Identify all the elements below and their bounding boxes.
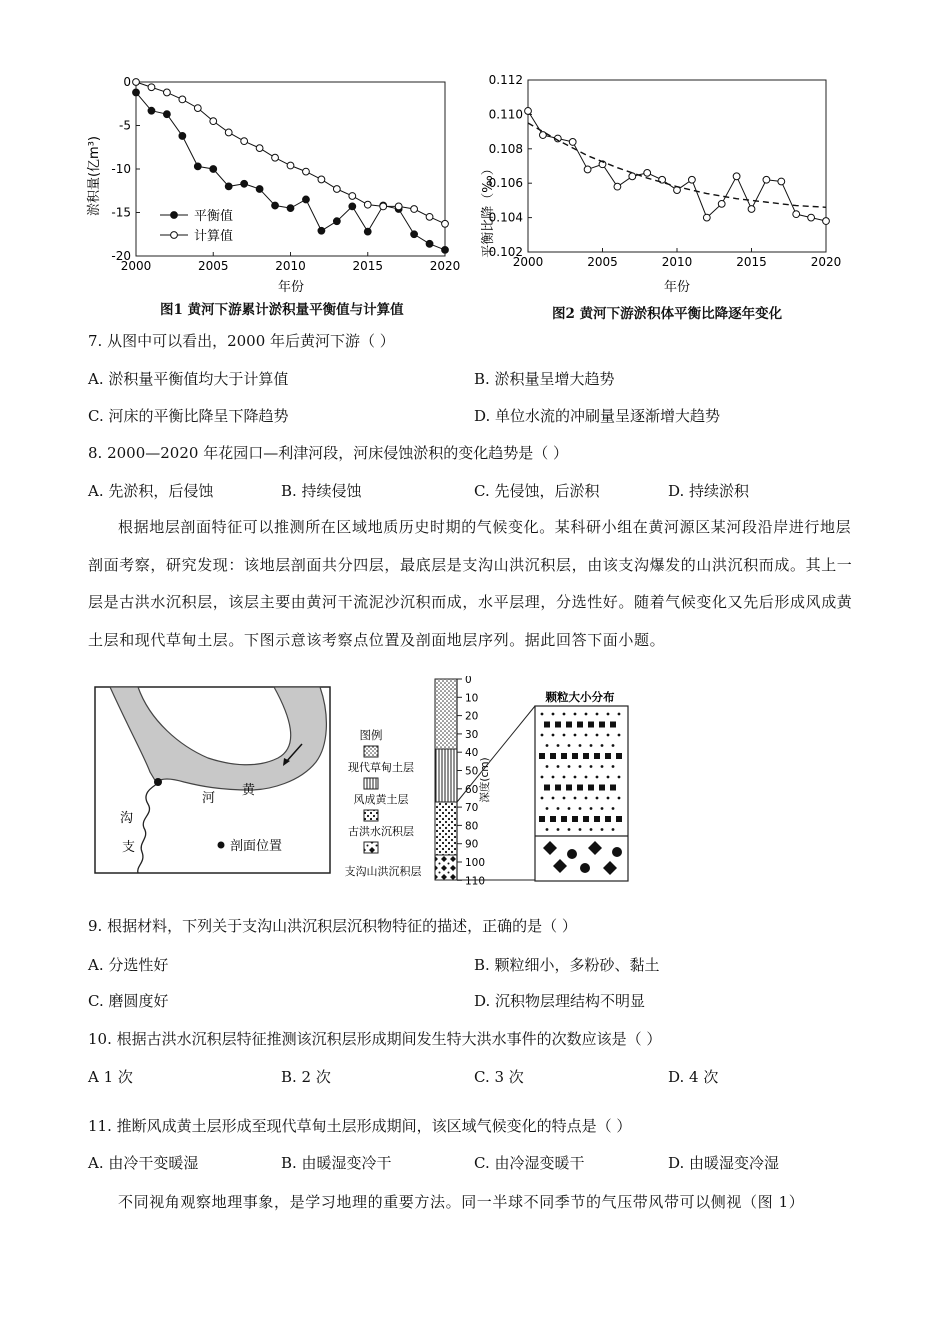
particle-dot xyxy=(541,797,544,800)
chart1-series-0-point xyxy=(287,205,294,212)
chart-equilibrium-gradient xyxy=(478,70,850,295)
particle-dot xyxy=(579,765,582,768)
particle-square xyxy=(610,785,616,791)
chart2-series-0-point xyxy=(793,211,800,218)
question-11-option-d[interactable]: D. 由暖湿变冷湿 xyxy=(668,1154,780,1172)
particle-square xyxy=(610,722,616,728)
chart1-series-0-point xyxy=(318,227,325,234)
depth-tick-label-0: 0 xyxy=(465,676,472,686)
chart1-series-1-point xyxy=(148,84,155,91)
depth-tick-label-4: 40 xyxy=(465,747,479,760)
particle-dot xyxy=(579,744,582,747)
question-11-option-b[interactable]: B. 由暖湿变冷干 xyxy=(281,1154,392,1172)
particle-square xyxy=(594,753,600,759)
chart2-ytick-label-1: 0.110 xyxy=(488,107,523,122)
particle-square xyxy=(544,785,550,791)
particle-dot xyxy=(552,713,555,716)
chart2-series-0-point xyxy=(733,173,740,180)
question-9-option-c[interactable]: C. 磨圆度好 xyxy=(88,992,169,1010)
legend-swatch-mountain-flood xyxy=(364,842,378,853)
section-position-label: 剖面位置 xyxy=(230,839,283,854)
particle-square xyxy=(588,722,594,728)
chart1-series-1-point xyxy=(133,79,140,86)
particle-dot xyxy=(596,713,599,716)
question-10-option-c[interactable]: C. 3 次 xyxy=(474,1068,524,1086)
location-map xyxy=(95,687,330,873)
chart2-series-0-point xyxy=(614,183,621,190)
chart1-series-0-point xyxy=(148,107,155,114)
question-7-option-a[interactable]: A. 淤积量平衡值均大于计算值 xyxy=(88,370,289,388)
particle-dot xyxy=(596,734,599,737)
question-11-option-c[interactable]: C. 由冷湿变暖干 xyxy=(474,1154,585,1172)
particle-dot xyxy=(546,744,549,747)
particle-square xyxy=(599,785,605,791)
chart2-series-0-point xyxy=(823,218,830,225)
chart2-series-0-point xyxy=(703,214,710,221)
particle-dot xyxy=(552,776,555,779)
legend-title: 图例 xyxy=(359,728,383,742)
chart1-series-0-point xyxy=(241,180,248,187)
depth-tick-label-6: 60 xyxy=(465,783,479,796)
particle-dot xyxy=(607,797,610,800)
particle-dot xyxy=(541,776,544,779)
question-10-option-b[interactable]: B. 2 次 xyxy=(281,1068,331,1086)
particle-pebble xyxy=(612,847,622,857)
particle-dot xyxy=(568,765,571,768)
particle-square xyxy=(550,753,556,759)
chart1-series-1-point xyxy=(303,168,310,175)
question-9-option-a[interactable]: A. 分选性好 xyxy=(88,956,169,974)
particle-dot xyxy=(612,765,615,768)
river-label-huang: 黄 xyxy=(242,783,256,798)
particle-dot xyxy=(574,797,577,800)
particle-pebble xyxy=(580,863,590,873)
chart1-series-0-point xyxy=(210,166,217,173)
particle-dot xyxy=(546,765,549,768)
legend-item-loess: 风成黄土层 xyxy=(353,793,409,806)
particle-dot xyxy=(618,797,621,800)
particle-dot xyxy=(574,734,577,737)
legend-item-flood: 古洪水沉积层 xyxy=(348,825,414,838)
chart2-ytick-label-0: 0.112 xyxy=(488,73,523,87)
depth-tick-label-2: 20 xyxy=(465,710,479,723)
chart1-legend-marker-0 xyxy=(171,212,178,219)
chart1-x-label: 年份 xyxy=(277,280,305,295)
chart2-series-0-point xyxy=(689,176,696,183)
particle-dot xyxy=(546,807,549,810)
chart2-ytick-label-5: 0.102 xyxy=(488,245,523,259)
question-7-option-c[interactable]: C. 河床的平衡比降呈下降趋势 xyxy=(88,407,289,425)
stratum-legend xyxy=(345,728,422,878)
chart2-xtick-label-4: 2020 xyxy=(810,255,842,269)
particle-dot xyxy=(590,744,593,747)
chart2-xtick-label-3: 2015 xyxy=(736,255,767,269)
particle-square xyxy=(605,753,611,759)
question-11-option-a[interactable]: A. 由冷干变暖湿 xyxy=(88,1154,199,1172)
confluence-dot xyxy=(154,778,162,786)
chart1-ytick-label-4: -20 xyxy=(111,249,131,263)
depth-tick-label-3: 30 xyxy=(465,728,479,741)
chart1-ytick-label-0: 0 xyxy=(123,75,131,89)
particle-dot xyxy=(563,734,566,737)
chart1-series-0-point xyxy=(133,89,140,96)
chart1-series-1-point xyxy=(426,213,433,220)
particle-dot xyxy=(557,828,560,831)
chart1-series-0-point xyxy=(426,240,433,247)
passage-pressure-belts: 不同视角观察地理事象，是学习地理的重要方法。同一半球不同季节的气压带风带可以侧视（图 1） xyxy=(118,1193,805,1211)
particle-dot xyxy=(612,807,615,810)
question-8-option-a[interactable]: A. 先淤积，后侵蚀 xyxy=(88,482,214,500)
particle-dot xyxy=(541,734,544,737)
chart1-series-0-point xyxy=(442,247,449,254)
particle-dot xyxy=(607,713,610,716)
stratigraphic-column xyxy=(435,676,491,887)
particle-dot xyxy=(579,828,582,831)
chart1-series-1-point xyxy=(349,193,356,200)
chart2-ytick-label-3: 0.106 xyxy=(488,176,523,191)
particle-dot xyxy=(585,797,588,800)
particle-dot xyxy=(601,828,604,831)
chart1-legend-label-1: 计算值 xyxy=(194,229,234,244)
chart2-series-0-point xyxy=(718,200,725,207)
chart1-xtick-label-0: 2000 xyxy=(120,259,152,273)
particle-square xyxy=(550,816,556,822)
chart1-series-0-point xyxy=(333,218,340,225)
chart2-series-1-line xyxy=(528,123,826,207)
chart2-xtick-label-1: 2005 xyxy=(587,255,618,269)
chart1-series-1-point xyxy=(179,96,186,103)
particle-size-distribution xyxy=(535,690,628,881)
chart1-series-1-point xyxy=(225,129,232,136)
legend-swatch-meadow xyxy=(364,746,378,757)
chart2-series-0-point xyxy=(763,176,770,183)
chart1-series-1-point xyxy=(380,203,387,210)
particle-title: 颗粒大小分布 xyxy=(545,690,615,704)
question-8-option-c[interactable]: C. 先侵蚀，后淤积 xyxy=(474,482,600,500)
particle-square xyxy=(555,722,561,728)
branch-label-gou: 沟 xyxy=(120,811,134,826)
chart-accumulated-sedimentation xyxy=(80,70,480,295)
particle-dot xyxy=(585,734,588,737)
passage-stratigraphy: 根据地层剖面特征可以推测所在区域地质历史时期的气候变化。某科研小组在黄河源区某河段沿岸进行地层剖面考察，研究发现：该地层剖面共分四层，最底层是支沟山洪沉积层，由该支沟爆发的山洪沉积而成。其上一层是古洪水沉积层，该层主要由黄河干流泥沙沉积而成，水平层理，分选性好。随着气候变化又先后形成风成黄土层和现代草甸土层。下图示意该考察点位置及剖面地层序列。据此回答下面小题。 xyxy=(88,518,853,649)
question-10-option-d[interactable]: D. 4 次 xyxy=(668,1068,719,1086)
depth-tick-label-5: 50 xyxy=(465,765,479,778)
chart1-series-1-point xyxy=(241,138,248,145)
depth-axis-label: 深度(cm) xyxy=(479,757,491,803)
particle-dot xyxy=(557,744,560,747)
particle-square xyxy=(561,753,567,759)
particle-square xyxy=(588,785,594,791)
particle-dot xyxy=(541,713,544,716)
question-10-stem: 10. 根据古洪水沉积层特征推测该沉积层形成期间发生特大洪水事件的次数应该是（ ） xyxy=(88,1030,662,1048)
particle-dot xyxy=(601,744,604,747)
particle-dot xyxy=(618,713,621,716)
chart1-xtick-label-1: 2005 xyxy=(197,259,229,273)
particle-dot xyxy=(618,776,621,779)
particle-dot xyxy=(568,807,571,810)
chart2-xtick-label-0: 2000 xyxy=(512,255,544,269)
particle-dot xyxy=(590,765,593,768)
chart1-series-0-point xyxy=(349,203,356,210)
particle-dot xyxy=(590,807,593,810)
chart2-series-0-point xyxy=(748,206,755,213)
legend-swatch-loess xyxy=(364,778,378,789)
particle-dot xyxy=(596,776,599,779)
section-position-dot xyxy=(218,842,225,849)
chart1-y-label: 淤积量(亿m³) xyxy=(87,135,102,217)
particle-dot xyxy=(590,828,593,831)
chart1-ytick-label-3: -15 xyxy=(111,205,131,220)
chart2-caption: 图2 黄河下游淤积体平衡比降逐年变化 xyxy=(552,306,783,322)
chart1-series-1-point xyxy=(164,89,171,96)
particle-dot xyxy=(618,734,621,737)
question-8-option-b[interactable]: B. 持续侵蚀 xyxy=(281,482,362,500)
particle-dot xyxy=(607,734,610,737)
chart1-series-0-point xyxy=(179,133,186,140)
chart1-series-0-point xyxy=(256,186,263,193)
chart1-xtick-label-2: 2010 xyxy=(275,259,306,273)
particle-dot xyxy=(552,734,555,737)
particle-dot xyxy=(596,797,599,800)
depth-tick-label-7: 70 xyxy=(465,802,479,815)
question-7-option-d[interactable]: D. 单位水流的冲刷量呈逐渐增大趋势 xyxy=(474,407,721,425)
chart1-series-1-point xyxy=(210,118,217,125)
chart2-series-0-point xyxy=(569,139,576,146)
chart1-legend-label-0: 平衡值 xyxy=(194,209,234,224)
legend-item-meadow: 现代草甸土层 xyxy=(348,761,414,774)
branch-label-zhi: 支 xyxy=(122,840,136,855)
particle-dot xyxy=(568,744,571,747)
chart1-series-0-point xyxy=(272,202,279,209)
particle-dot xyxy=(557,765,560,768)
question-9-option-d[interactable]: D. 沉积物层理结构不明显 xyxy=(474,992,646,1010)
chart1-ytick-label-1: -5 xyxy=(119,118,131,133)
depth-tick-label-8: 80 xyxy=(465,820,479,833)
chart2-ytick-label-4: 0.104 xyxy=(488,210,523,225)
particle-dot xyxy=(585,713,588,716)
chart1-xtick-label-3: 2015 xyxy=(352,259,384,273)
chart2-series-0-line xyxy=(528,111,826,221)
chart2-series-0-point xyxy=(778,178,785,185)
particle-square xyxy=(583,816,589,822)
chart1-ytick-label-2: -10 xyxy=(111,162,131,176)
chart2-series-0-point xyxy=(540,132,547,139)
chart1-legend-marker-1 xyxy=(171,232,178,239)
question-10-option-a[interactable]: A 1 次 xyxy=(88,1068,133,1086)
river-label-he: 河 xyxy=(202,791,216,806)
chart1-series-1-point xyxy=(411,206,418,213)
particle-square xyxy=(616,816,622,822)
depth-tick-label-10: 100 xyxy=(465,857,486,869)
particle-dot xyxy=(612,744,615,747)
chart1-series-1-point xyxy=(333,186,340,193)
particle-dot xyxy=(574,776,577,779)
particle-square xyxy=(577,785,583,791)
chart1-series-1-point xyxy=(272,154,279,161)
particle-square xyxy=(539,816,545,822)
particle-dot xyxy=(585,776,588,779)
particle-dot xyxy=(563,776,566,779)
particle-dot xyxy=(552,797,555,800)
particle-square xyxy=(577,722,583,728)
particle-dot xyxy=(563,797,566,800)
figure-profile-section xyxy=(90,676,650,888)
depth-tick-label-11: 110 xyxy=(465,875,486,888)
legend-swatch-flood xyxy=(364,810,378,821)
question-8-option-d[interactable]: D. 持续淤积 xyxy=(668,482,750,500)
particle-pebble xyxy=(567,849,577,859)
particle-dot xyxy=(612,828,615,831)
chart1-series-0-point xyxy=(225,183,232,190)
chart2-x-label: 年份 xyxy=(663,280,691,295)
chart1-series-1-point xyxy=(442,220,449,227)
chart1-series-0-point xyxy=(164,111,171,118)
particle-square xyxy=(566,722,572,728)
chart2-series-0-point xyxy=(644,169,651,176)
particle-square xyxy=(616,753,622,759)
particle-dot xyxy=(568,828,571,831)
particle-dot xyxy=(607,776,610,779)
question-11-stem: 11. 推断风成黄土层形成至现代草甸土层形成期间，该区域气候变化的特点是（ ） xyxy=(88,1117,632,1135)
particle-dot xyxy=(601,807,604,810)
chart1-series-1-point xyxy=(194,105,201,112)
particle-square xyxy=(539,753,545,759)
chart2-series-0-point xyxy=(808,214,815,221)
particle-square xyxy=(572,816,578,822)
question-7-stem: 7. 从图中可以看出，2000 年后黄河下游（ ） xyxy=(88,332,395,350)
chart2-series-0-point xyxy=(584,166,591,173)
chart1-series-1-point xyxy=(364,201,371,208)
chart1-series-1-point xyxy=(256,145,263,152)
chart2-ytick-label-2: 0.108 xyxy=(488,141,523,156)
chart2-series-0-point xyxy=(525,108,532,115)
particle-dot xyxy=(601,765,604,768)
chart1-series-0-point xyxy=(303,196,310,203)
question-7-option-b[interactable]: B. 淤积量呈增大趋势 xyxy=(474,370,615,388)
particle-dot xyxy=(574,713,577,716)
question-9-option-b[interactable]: B. 颗粒细小，多粉砂、黏土 xyxy=(474,956,660,974)
legend-item-mountain-flood: 支沟山洪沉积层 xyxy=(344,865,422,878)
particle-square xyxy=(599,722,605,728)
chart1-series-1-point xyxy=(395,203,402,210)
particle-square xyxy=(566,785,572,791)
particle-dot xyxy=(563,713,566,716)
chart2-xtick-label-2: 2010 xyxy=(661,255,693,269)
chart1-caption: 图1 黄河下游累计淤积量平衡值与计算值 xyxy=(160,302,404,318)
question-8-stem: 8. 2000—2020 年花园口—利津河段，河床侵蚀淤积的变化趋势是（ ） xyxy=(88,444,568,462)
chart2-frame xyxy=(528,80,826,252)
particle-square xyxy=(583,753,589,759)
chart1-series-1-point xyxy=(318,176,325,183)
particle-square xyxy=(605,816,611,822)
particle-dot xyxy=(579,807,582,810)
chart1-series-0-line xyxy=(136,92,445,249)
particle-square xyxy=(572,753,578,759)
chart1-xtick-label-4: 2020 xyxy=(429,259,461,273)
particle-dot xyxy=(546,828,549,831)
particle-square xyxy=(594,816,600,822)
question-9-stem: 9. 根据材料，下列关于支沟山洪沉积层沉积物特征的描述，正确的是（ ） xyxy=(88,917,577,935)
particle-square xyxy=(555,785,561,791)
chart2-y-label: 平衡比降（‰） xyxy=(481,162,496,258)
particle-square xyxy=(544,722,550,728)
chart2-series-0-point xyxy=(629,173,636,180)
chart1-series-0-point xyxy=(411,231,418,238)
chart1-series-1-point xyxy=(287,162,294,169)
depth-tick-label-9: 90 xyxy=(465,838,479,851)
chart1-series-0-point xyxy=(364,228,371,235)
particle-square xyxy=(561,816,567,822)
chart1-series-0-point xyxy=(194,163,201,170)
particle-dot xyxy=(557,807,560,810)
depth-tick-label-1: 10 xyxy=(465,692,479,705)
